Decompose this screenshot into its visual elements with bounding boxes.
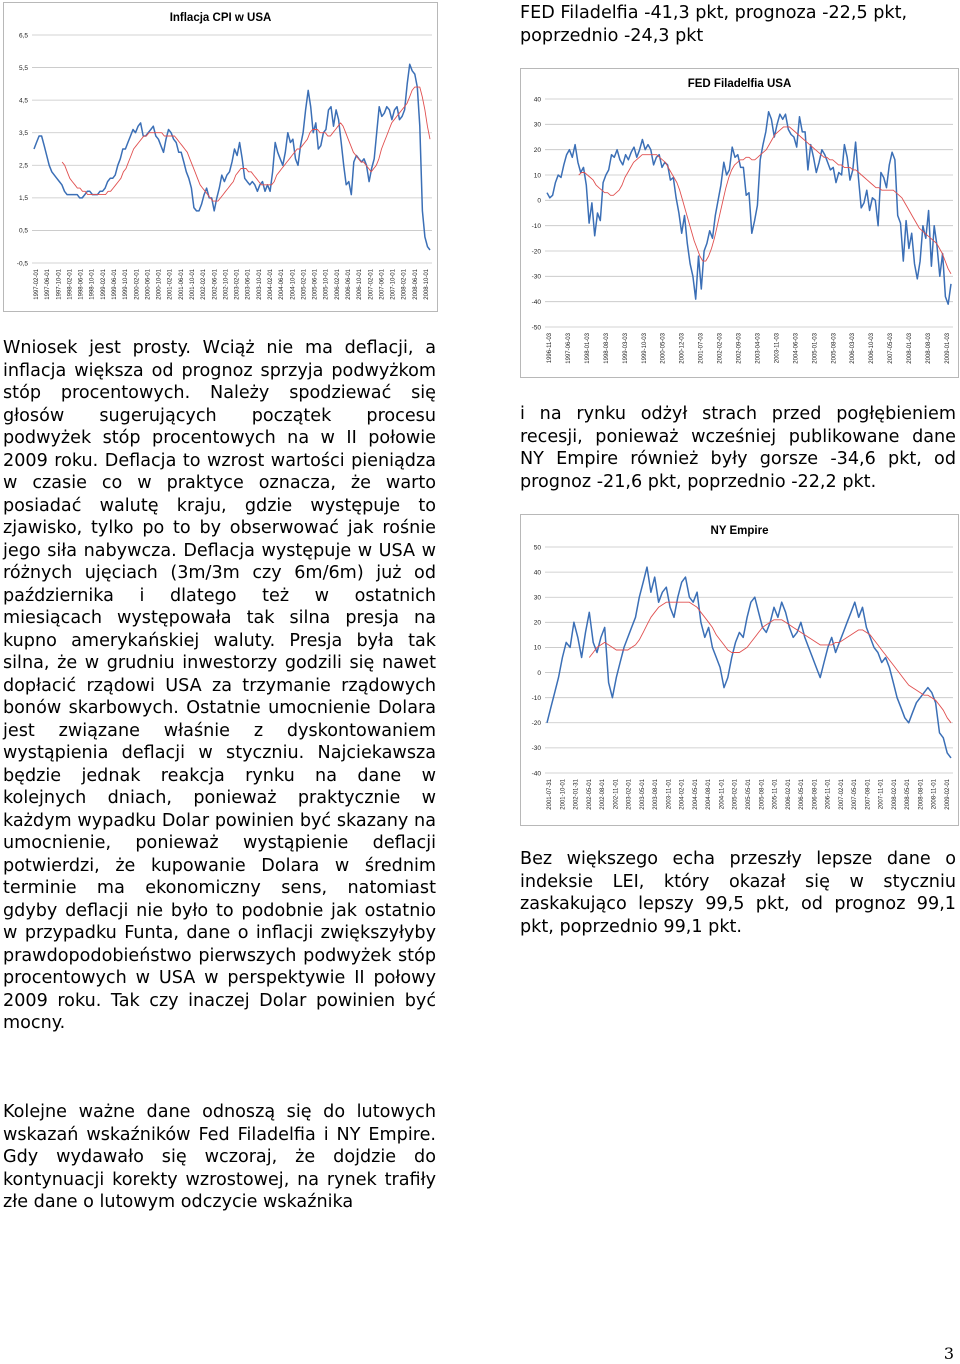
y-tick-label: -30 [531, 273, 541, 281]
x-tick-label: 2000-10-01 [156, 269, 163, 300]
x-tick-label: 2004-05-01 [692, 779, 699, 810]
x-tick-label: 2004-11-01 [719, 779, 726, 810]
y-tick-label: 30 [533, 121, 541, 129]
x-tick-label: 2005-08-01 [759, 779, 766, 810]
x-tick-label: 2001-10-01 [190, 269, 196, 300]
x-tick-label: 1999-10-01 [123, 269, 130, 300]
y-tick-label: 5,5 [18, 64, 28, 72]
x-tick-label: 2004-06-01 [279, 269, 286, 300]
y-tick-label: 20 [533, 146, 541, 154]
x-tick-label: 2003-08-01 [653, 779, 660, 810]
x-tick-label: 2007-05-03 [888, 333, 895, 364]
y-tick-label: -30 [531, 745, 541, 753]
x-tick-label: 2006-10-01 [357, 269, 364, 300]
x-tick-label: 2008-08-03 [926, 333, 933, 364]
x-tick-label: 2006-08-01 [812, 779, 819, 810]
x-tick-label: 2001-06-01 [178, 269, 185, 300]
x-tick-label: 2004-08-01 [706, 779, 713, 810]
x-tick-label: 1998-02-01 [67, 269, 74, 300]
x-tick-label: 2002-01-31 [573, 779, 580, 810]
paragraph-ny-empire-figures: i na rynku odżył strach przed pogłębieniem recesji, ponieważ wcześniej publikowane dane NY Empire również były gorsze -34,6 pkt, od prognoz -21,6 pkt, poprzednio -22,2 pkt. [520, 404, 956, 492]
y-tick-label: -10 [531, 222, 541, 230]
x-tick-label: 2005-08-03 [831, 333, 838, 364]
x-tick-label: 2002-10-01 [223, 269, 230, 300]
series-line-main [547, 112, 951, 305]
x-tick-label: 2004-06-03 [793, 333, 800, 364]
y-tick-label: 40 [533, 569, 541, 577]
x-tick-label: 2002-02-03 [717, 333, 724, 364]
paragraph-upcoming-data: Kolejne ważne dane odnoszą się do lutowych wskazań wskaźników Fed Filadelfia i NY Empire. Gdy wydawało się wczoraj, że dojdzie do kontynuacji korekty wzrostowej, na rynek trafiły złe dane o lutowym odczycie wskaźnika [3, 1102, 436, 1212]
x-tick-label: 2002-11-01 [613, 779, 620, 810]
x-tick-label: 1998-01-03 [584, 333, 591, 364]
y-tick-label: 30 [533, 594, 541, 602]
x-tick-label: 2001-07-31 [547, 779, 553, 810]
x-tick-label: 2002-09-03 [736, 333, 743, 364]
x-tick-label: 2000-02-01 [134, 269, 141, 300]
x-tick-label: 2007-08-01 [865, 779, 872, 810]
x-tick-label: 2008-06-01 [412, 269, 419, 300]
x-tick-label: 2000-12-03 [679, 333, 686, 364]
x-tick-label: 1998-10-01 [89, 269, 96, 300]
x-tick-label: 1998-08-03 [603, 333, 610, 364]
x-tick-label: 2007-11-01 [878, 779, 885, 810]
x-tick-label: 2009-02-01 [945, 779, 951, 810]
page-number: 3 [943, 1344, 954, 1363]
x-tick-label: 2003-06-01 [245, 269, 252, 300]
x-tick-label: 2005-02-01 [301, 269, 308, 300]
x-tick-label: 2004-02-01 [268, 269, 274, 300]
y-tick-label: -0,5 [16, 260, 28, 268]
y-tick-label: 3,5 [18, 130, 28, 138]
series-line-main [34, 64, 430, 250]
y-tick-label: 40 [533, 96, 541, 104]
x-tick-label: 2007-02-01 [838, 779, 845, 810]
y-tick-label: 0 [537, 197, 541, 205]
x-tick-label: 2008-02-01 [401, 269, 408, 300]
x-tick-label: 2005-02-01 [732, 779, 739, 810]
x-tick-label: 2006-10-03 [869, 333, 876, 364]
x-tick-label: 2001-07-03 [698, 333, 705, 364]
x-tick-label: 2002-05-01 [586, 779, 593, 810]
x-tick-label: 2008-01-03 [907, 333, 914, 364]
x-tick-label: 2003-04-03 [755, 333, 762, 364]
x-tick-label: 2007-06-01 [379, 269, 386, 300]
paragraph-lei-index: Bez większego echa przeszły lepsze dane o indeksie LEI, który okazał się w styczniu zaskakująco lepszy 99,5 pkt, od prognoz 99,1 pkt, poprzednio 99,1 pkt. [520, 849, 956, 937]
x-tick-label: 2009-01-03 [945, 333, 951, 364]
x-tick-label: 2007-02-01 [368, 269, 375, 300]
chart-title: Inflacja CPI w USA [169, 12, 272, 24]
y-tick-label: -20 [531, 720, 541, 728]
x-tick-label: 2004-02-01 [679, 779, 686, 810]
x-tick-label: 1997-02-01 [34, 269, 40, 300]
y-tick-label: 6,5 [18, 32, 28, 40]
y-tick-label: -50 [531, 324, 541, 332]
series-line-average [62, 87, 430, 201]
x-tick-label: 2001-10-01 [560, 779, 567, 810]
x-tick-label: 2005-11-01 [772, 779, 779, 810]
x-tick-label: 2003-11-03 [774, 333, 781, 364]
x-tick-label: 2006-05-01 [799, 779, 806, 810]
x-tick-label: 1998-06-01 [78, 269, 85, 300]
x-tick-label: 1999-03-03 [622, 333, 629, 364]
y-tick-label: 1,5 [18, 195, 28, 203]
x-tick-label: 1996-11-03 [547, 333, 553, 364]
paragraph-deflation-analysis: Wniosek jest prosty. Wciąż nie ma deflacji, a inflacja większa od prognoz sprzyja podwyżkom stóp procentowych. Należy spodziewać się głosów sugerujących początek procesu podwyżek stóp procentowych na w II połowie 2009 roku. Deflacja to wzrost wartości pieniądza w czasie co w praktyce oznacza, że warto posiadać walutę kraju, gdzie występuje to zjawisko, tylko po to by obserwować jak rośnie jego siła nabywcza. Deflacja występuje w USA w różnych ujęciach (3m/3m czy 6m/6m) już od października i dlatego też w ostatnich miesiącach występowała tak silna presja na kupno amerykańskiej waluty. Presja była tak silna, że w grudniu inwestorzy godzili się nawet dopłacić rządowi USA za trzymanie rządowych bonów skarbowych. Ostatnie umocnienie Dolara jest związane właśnie z dyskontowaniem wystąpienia deflacji w styczniu. Najciekawsza będzie jednak reakcja rynku na dane w kolejnych dniach, ponieważ praktycznie w każdym wypadku Dolar powinien być skazany na umocnienie, ponieważ wystąpienie deflacji potwierdzi, że kupowanie Dolara w średnim terminie ma ekonomiczny sens, natomiast gdyby deflacji nie było to podobnie jak ostatnio w przypadku Funta, dane o inflacji zwiększyłyby prawdopodobieństwo pierwszych podwyżek stóp procentowych w USA w perspektywie II połowy 2009 roku. Tak czy inaczej Dolar powinien być mocny. [3, 338, 436, 1033]
x-tick-label: 2005-10-01 [323, 269, 330, 300]
chart-title: NY Empire [710, 525, 769, 537]
y-tick-label: 2,5 [18, 162, 28, 170]
y-tick-label: -20 [531, 248, 541, 256]
x-tick-label: 2008-10-01 [424, 269, 430, 300]
paragraph-fed-filadelfia-figures: FED Filadelfia -41,3 pkt, prognoza -22,5 pkt, poprzednio -24,3 pkt [520, 3, 908, 46]
x-tick-label: 2007-10-01 [390, 269, 397, 300]
chart-fed-filadelfia-svg [521, 69, 958, 377]
x-tick-label: 2005-06-01 [312, 269, 319, 300]
x-tick-label: 2008-02-01 [891, 779, 898, 810]
x-tick-label: 2006-06-01 [346, 269, 352, 300]
x-tick-label: 2000-06-01 [145, 269, 152, 300]
y-tick-label: -40 [531, 770, 541, 778]
x-tick-label: 2004-10-01 [290, 269, 297, 300]
y-tick-label: 10 [533, 644, 541, 652]
x-tick-label: 1999-02-01 [100, 269, 107, 300]
x-tick-label: 2002-08-01 [600, 779, 607, 810]
x-tick-label: 2003-02-01 [626, 779, 633, 810]
x-tick-label: 2008-08-01 [918, 779, 925, 810]
x-tick-label: 2008-11-01 [931, 779, 938, 810]
chart-ny-empire-svg [521, 515, 958, 825]
x-tick-label: 2003-02-01 [234, 269, 241, 300]
y-tick-label: 20 [533, 619, 541, 627]
chart-title: FED Filadelfia USA [687, 78, 792, 90]
x-tick-label: 2002-02-01 [201, 269, 208, 300]
chart-cpi-usa [3, 2, 438, 312]
x-tick-label: 2006-02-01 [334, 269, 341, 300]
x-tick-label: 1999-06-01 [112, 269, 118, 300]
x-tick-label: 2001-02-01 [167, 269, 174, 300]
x-tick-label: 1997-10-01 [56, 269, 63, 300]
x-tick-label: 2006-11-01 [825, 779, 832, 810]
x-tick-label: 2002-06-01 [212, 269, 219, 300]
x-tick-label: 1997-06-03 [565, 333, 572, 364]
x-tick-label: 2003-10-01 [256, 269, 263, 300]
y-tick-label: 10 [533, 172, 541, 180]
x-tick-label: 2005-05-01 [746, 779, 752, 810]
x-tick-label: 2003-05-01 [639, 779, 646, 810]
x-tick-label: 2005-01-03 [812, 333, 819, 364]
x-tick-label: 2008-05-01 [905, 779, 912, 810]
y-tick-label: 4,5 [18, 97, 28, 105]
x-tick-label: 2006-02-01 [785, 779, 792, 810]
y-tick-label: -40 [531, 298, 541, 306]
x-tick-label: 2007-05-01 [852, 779, 859, 810]
x-tick-label: 2000-05-03 [660, 333, 667, 364]
x-tick-label: 2003-11-01 [666, 779, 673, 810]
series-line-main [547, 567, 951, 758]
y-tick-label: 0,5 [18, 227, 28, 235]
y-tick-label: -10 [531, 694, 541, 702]
x-tick-label: 1999-10-03 [641, 333, 648, 364]
x-tick-label: 2006-03-03 [850, 333, 857, 364]
y-tick-label: 50 [533, 544, 541, 552]
x-tick-label: 1997-06-01 [45, 269, 52, 300]
chart-ny-empire [520, 514, 959, 826]
chart-fed-filadelfia [520, 68, 959, 378]
y-tick-label: 0 [537, 669, 541, 677]
chart-cpi-svg [4, 3, 437, 311]
